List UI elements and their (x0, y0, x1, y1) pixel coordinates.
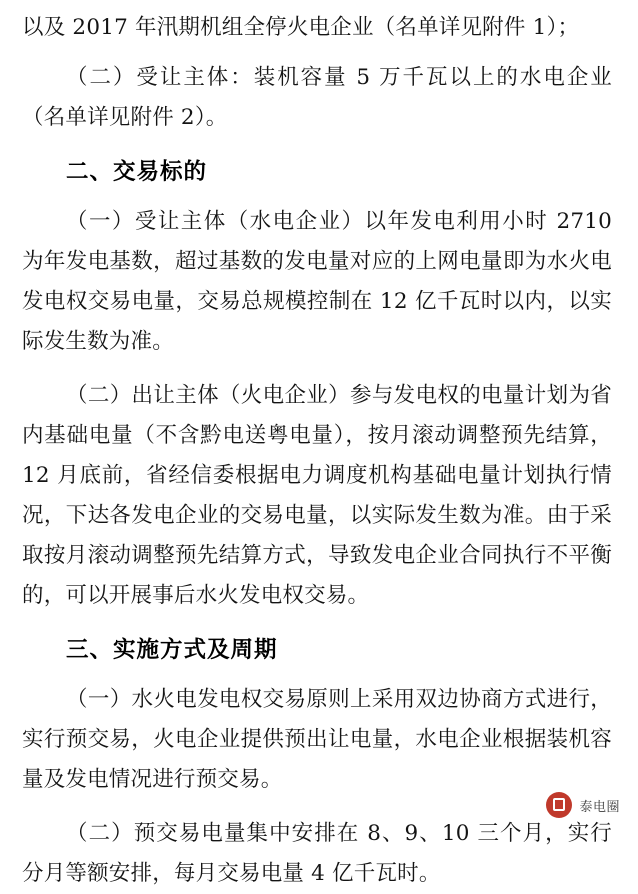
section-heading-2: 二、交易标的 (66, 159, 208, 185)
watermark-label: 泰电圈 (579, 799, 620, 815)
paragraph-3: （一）受让主体（水电企业）以年发电利用小时 2710 为年发电基数，超过基数的发电量对应的上网电量即为水火电发电权交易电量，交易总规模控制在 12 亿千瓦时以内，以实际发生数为准。 (22, 209, 612, 354)
paragraph-4: （二）出让主体（火电企业）参与发电权的电量计划为省内基础电量（不含黔电送粤电量），按月滚动调整预先结算，12 月底前，省经信委根据电力调度机构基础电量计划执行情况，下达各发电企业的交易电量，以实际发生数为准。由于采取按月滚动调整预先结算方式，导致发电企业合同执行不平衡的，可以开展事后水火发电权交易。 (22, 383, 612, 608)
paragraph-5: （一）水火电发电权交易原则上采用双边协商方式进行，实行预交易，火电企业提供预出让电量，水电企业根据装机容量及发电情况进行预交易。 (22, 687, 612, 792)
paragraph-6: （二）预交易电量集中安排在 8、9、10 三个月，实行分月等额安排，每月交易电量 4 亿千瓦时。 (22, 821, 612, 886)
spacer (22, 670, 612, 680)
wechat-account-icon (546, 792, 572, 818)
section-heading-3: 三、实施方式及周期 (66, 637, 278, 663)
spacer (22, 48, 612, 58)
spacer (22, 138, 612, 152)
spacer (22, 616, 612, 630)
watermark (546, 792, 620, 818)
spacer (22, 362, 612, 376)
spacer (22, 192, 612, 202)
paragraph-2: （二）受让主体：装机容量 5 万千瓦以上的水电企业（名单详见附件 2）。 (22, 65, 612, 130)
paragraph-1: 以及 2017 年汛期机组全停火电企业（名单详见附件 1）； (22, 15, 580, 40)
spacer (22, 800, 612, 814)
